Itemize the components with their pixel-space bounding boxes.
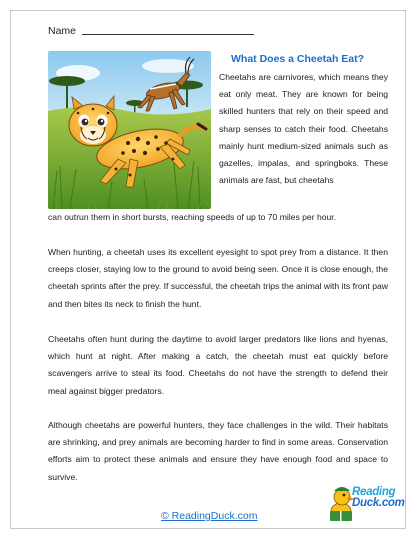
name-label: Name [48,25,77,37]
intro-paragraph: Cheetahs are carnivores, which means they eat only meat. They are known for being skilled hunters that rely on their speed and sharp senses to catch their food. Cheetahs mainly hunt medium-sized animals such as gazelles, impalas, and springboks. These animals are fast, but cheetahs [219,72,388,186]
paragraph-daytime: Cheetahs often hunt during the daytime to avoid larger predators like lions and hyenas, which hunt at night. After making a catch, the cheetah must eat quickly before scavengers arrive to steal its food. Cheetahs do not have the strength to defend their meal against bigger predators. [48,334,388,396]
name-write-line [82,34,254,35]
intro-paragraph-continuation: can outrun them in short bursts, reaching speeds of up to 70 miles per hour. [48,212,337,222]
worksheet-title: What Does a Cheetah Eat? [231,53,365,65]
logo-text-line2: Duck.com [352,497,405,509]
paragraph-challenges: Although cheetahs are powerful hunters, they face challenges in the wild. Their habitats are shrinking, and prey animals are becoming harder to find in some areas. Conservation efforts aim to protect these animals and ensure they have enough food and space to survive. [48,420,388,482]
worksheet-page [10,10,406,529]
paragraph-hunting: When hunting, a cheetah uses its excellent eyesight to spot prey from a distance. It then creeps closer, staying low to the ground to avoid being seen. Once it is close enough, the cheetah sprints after the prey. If successful, the cheetah trips the animal with its front paw and then bites its neck to finish the hunt. [48,247,388,309]
cheetah-gazelle-illustration [48,51,211,209]
reading-duck-logo [330,481,405,523]
readingduck-link[interactable]: © ReadingDuck.com [161,510,258,522]
logo-text-line1: Reading [352,486,396,498]
name-field-row [48,25,254,37]
